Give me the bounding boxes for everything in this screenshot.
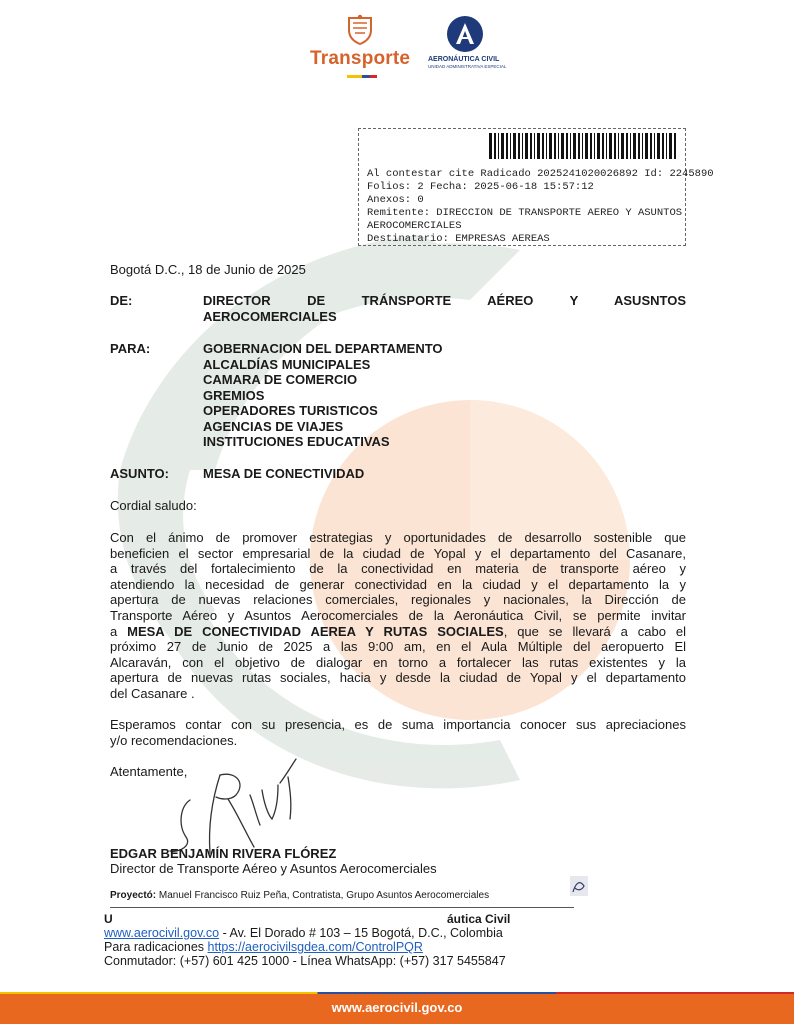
barcode-bar <box>549 133 552 159</box>
aerocivil-logo-icon <box>446 15 484 53</box>
footer-conmutador: Conmutador: (+57) 601 425 1000 - Línea WhatsApp: (+57) 317 5455847 <box>104 954 506 968</box>
para-recipient: INSTITUCIONES EDUCATIVAS <box>203 434 390 449</box>
barcode-bar <box>561 133 564 159</box>
footer-radicaciones-link[interactable]: https://aerocivilsgdea.com/ControlPQR <box>207 940 423 954</box>
stamp-line-remitente-cont: AEROCOMERCIALES <box>367 220 462 232</box>
stamp-line-anexos: Anexos: 0 <box>367 194 424 206</box>
barcode-bar <box>657 133 660 159</box>
barcode-bar <box>633 133 636 159</box>
barcode-bar <box>510 133 511 159</box>
footer-address: - Av. El Dorado # 103 – 15 Bogotá, D.C., Colombia <box>219 926 503 940</box>
initials-stamp-icon <box>570 876 588 896</box>
barcode-bar <box>630 133 631 159</box>
asunto-label: ASUNTO: <box>110 466 169 481</box>
footer-divider <box>110 907 574 908</box>
barcode-bar <box>662 133 664 159</box>
barcode-bar <box>645 133 648 159</box>
body-line: apertura de nuevas relaciones comerciales, regionales y nacionales, la Dirección de <box>110 592 686 608</box>
closing-line2: y/o recomendaciones. <box>110 733 238 748</box>
greeting: Cordial saludo: <box>110 498 197 513</box>
barcode-bar <box>542 133 544 159</box>
barcode-icon <box>489 133 679 159</box>
body-line: Alcaraván, con el objetivo de dialogar en torno a fortalecer las rutas existentes y la <box>110 654 686 670</box>
body-line-invite <box>110 624 686 640</box>
barcode-bar <box>522 133 523 159</box>
proyecto-value: Manuel Francisco Ruiz Peña, Contratista, Grupo Asuntos Aerocomerciales <box>158 890 490 901</box>
footer-org-partial-left: U <box>104 912 113 926</box>
body-line: Con el ánimo de promover estrategias y oportunidades de desarrollo sostenible que <box>110 530 686 545</box>
barcode-bar <box>626 133 628 159</box>
signer-title: Director de Transporte Aéreo y Asuntos Aerocomerciales <box>110 861 437 876</box>
barcode-bar <box>618 133 619 159</box>
colombia-shield-icon <box>343 14 377 46</box>
footer-radicaciones-label: Para radicaciones <box>104 940 208 954</box>
barcode-bar <box>642 133 643 159</box>
barcode-bar <box>498 133 499 159</box>
para-recipient: OPERADORES TURISTICOS <box>203 403 378 418</box>
de-value-line1: DIRECTOR DE TRÁNSPORTE AÉREO Y ASUSNTOS <box>203 293 686 308</box>
barcode-bar <box>494 133 496 159</box>
handwritten-signature <box>150 755 310 860</box>
para-recipient: ALCALDÍAS MUNICIPALES <box>203 356 371 372</box>
barcode-bar <box>554 133 556 159</box>
barcode-bar <box>573 133 576 159</box>
body-line: próximo 27 de Junio de 2025 a las 9:00 am, en el Aula Múltiple del aeropuerto El <box>110 639 686 655</box>
para-recipient: CAMARA DE COMERCIO <box>203 372 358 387</box>
barcode-bar <box>621 133 624 159</box>
barcode-bar <box>654 133 655 159</box>
barcode-bar <box>594 133 595 159</box>
proyecto-line <box>110 888 489 904</box>
para-label: PARA: <box>110 341 151 356</box>
barcode-bar <box>534 133 535 159</box>
barcode-bar <box>650 133 652 159</box>
aerocivil-logo-sub: UNIDAD ADMINISTRATIVA ESPECIAL <box>428 64 507 69</box>
barcode-bar <box>525 133 528 159</box>
proyecto-label: Proyectó: <box>110 890 157 901</box>
barcode-bar <box>530 133 532 159</box>
barcode-bar <box>570 133 571 159</box>
barcode-bar <box>501 133 504 159</box>
colombia-flag-bar <box>347 75 377 78</box>
body-line: beneficien el sector empresarial de la ciudad de Yopal y el departamento del Casanare, <box>110 545 686 561</box>
body-line: apertura de nuevas rutas sociales, hacia y desde la ciudad de Yopal y el departamento <box>110 670 686 686</box>
para-recipient: AGENCIAS DE VIAJES <box>203 418 344 434</box>
barcode-bar <box>669 133 672 159</box>
barcode-bar <box>609 133 612 159</box>
body-line: Transporte Aéreo y Asuntos Aerocomerciales de la Aeronáutica Civil, se permite invitar <box>110 608 686 623</box>
body-invite-post: , que se llevará a cabo el <box>503 623 686 639</box>
aerocivil-logo-name: AERONÁUTICA CIVIL <box>428 56 500 63</box>
barcode-bar <box>590 133 592 159</box>
body-line-last: del Casanare . <box>110 686 195 701</box>
barcode-bar <box>614 133 616 159</box>
barcode-bar <box>582 133 583 159</box>
signer-name: EDGAR BENJAMÍN RIVERA FLÓREZ <box>110 846 337 861</box>
stamp-line-destinatario: Destinatario: EMPRESAS AEREAS <box>367 233 550 245</box>
barcode-bar <box>513 133 516 159</box>
barcode-bar <box>638 133 640 159</box>
barcode-bar <box>585 133 588 159</box>
barcode-bar <box>489 133 492 159</box>
barcode-bar <box>606 133 607 159</box>
asunto-value: MESA DE CONECTIVIDAD <box>203 466 365 481</box>
body-invite-event: MESA DE CONECTIVIDAD AEREA Y RUTAS SOCIALES <box>127 623 504 639</box>
body-line: a través del fortalecimiento de la conectividad en materia de transporte aéreo y <box>110 561 686 577</box>
stamp-line-folios: Folios: 2 Fecha: 2025-06-18 15:57:12 <box>367 181 594 193</box>
de-value-line2: AEROCOMERCIALES <box>203 309 337 324</box>
barcode-bar <box>558 133 559 159</box>
barcode-bar <box>674 133 676 159</box>
signoff: Atentamente, <box>110 764 188 779</box>
closing-line1: Esperamos contar con su presencia, es de suma importancia conocer sus apreciaciones <box>110 717 686 732</box>
footer-org-partial-right: áutica Civil <box>447 912 511 926</box>
stamp-line-remitente: Remitente: DIRECCION DE TRANSPORTE AEREO Y ASUNTOS <box>367 207 683 219</box>
barcode-bar <box>546 133 547 159</box>
barcode-bar <box>566 133 568 159</box>
body-invite-pre: a <box>110 623 128 639</box>
transporte-logo-text: Transporte <box>310 48 411 69</box>
footer-bar-url[interactable]: www.aerocivil.gov.co <box>331 1000 463 1015</box>
de-label: DE: <box>110 293 133 308</box>
barcode-bar <box>666 133 667 159</box>
barcode-bar <box>602 133 604 159</box>
barcode-bar <box>537 133 540 159</box>
body-line: atendiendo la necesidad de generar conectividad en la ciudad y el departamento la y <box>110 576 686 592</box>
footer-website-link[interactable]: www.aerocivil.gov.co <box>104 926 220 940</box>
barcode-bar <box>597 133 600 159</box>
barcode-bar <box>518 133 520 159</box>
barcode-bar <box>506 133 508 159</box>
stamp-line-radicado: Al contestar cite Radicado 2025241020026892 Id: 2245890 <box>367 168 714 180</box>
radicado-stamp <box>358 128 714 246</box>
letter-date: Bogotá D.C., 18 de Junio de 2025 <box>110 262 306 277</box>
barcode-bar <box>578 133 580 159</box>
para-recipient: GREMIOS <box>203 387 265 403</box>
para-recipient: GOBERNACION DEL DEPARTAMENTO <box>203 341 443 356</box>
